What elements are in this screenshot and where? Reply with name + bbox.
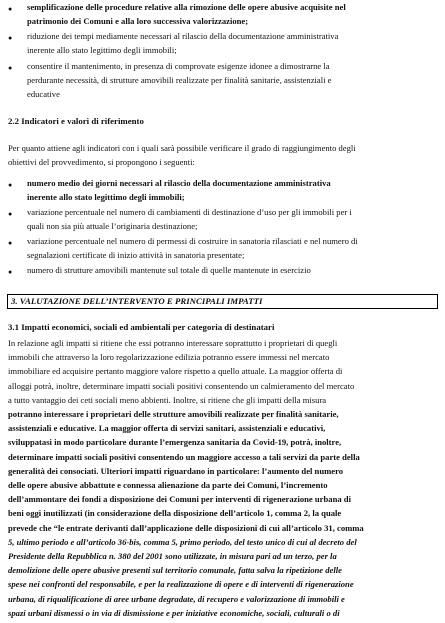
bullet-marker: ● <box>8 5 13 13</box>
bullet-marker: ● <box>8 268 13 276</box>
bullet-text: semplificazione delle procedure relative alla rimozione delle opere abusive acquisite nel patrimonio dei Comuni e alla loro successiva valorizzazione; <box>27 2 346 27</box>
bullet-marker: ● <box>8 210 13 218</box>
bullet-text: variazione percentuale nel numero di permessi di costruire in sanatoria rilasciati e nel numero di segnalazioni certificate di inizio attività in sanatoria presentate; <box>27 236 358 261</box>
bullet-marker: ● <box>8 64 13 72</box>
section-heading-2-2: 2.2 Indicatori e valori di riferimento <box>8 116 144 126</box>
bullet-text: consentire il mantenimento, in presenza di comprovate esigenze idonee a dimostrarne la perdurante necessità, di strutture amovibili realizzate per finalità sanitarie, assistenziali e educative <box>27 61 332 100</box>
section-intro: Per quanto attiene agli indicatori con i quali sarà possibile verificare il grado di raggiungimento degli obiettivi del provvedimento, si propongono i seguenti: <box>8 143 356 168</box>
bullet-marker: ● <box>8 181 13 189</box>
bullet-marker: ● <box>8 34 13 42</box>
section-3-title: 3. VALUTAZIONE DELL’INTERVENTO E PRINCIPALI IMPATTI <box>11 296 263 306</box>
bullet-marker: ● <box>8 239 13 247</box>
bullet-text: numero di strutture amovibili mantenute sul totale di quelle mantenute in esercizio <box>27 265 311 275</box>
bullet-text: riduzione dei tempi mediamente necessari al rilascio della documentazione amministrativa inerente allo stato legittimo degli immobili; <box>27 31 339 56</box>
bullet-text: numero medio dei giorni necessari al rilascio della documentazione amministrativa inerente allo stato legittimo degli immobili; <box>27 178 331 203</box>
bullet-text: variazione percentuale nel numero di cambiamenti di destinazione d’uso per gli immobili per i quali non sia più attuale l’originaria destinazione; <box>27 207 352 232</box>
impact-paragraph: In relazione agli impatti si ritiene che essi potranno interessare soprattutto i proprietari di quegli immobili che attraverso la loro regolarizzazione edilizia potranno essere immessi nel mercato immobiliare ed acquisire pertanto maggiore valore rispetto a quello attuale. La maggior offerta di alloggi potrà, inoltre, determinare impatti sociali positivi consentendo un calmieramento del mercato a tutto vantaggio dei ceti sociali meno abbienti. Inoltre, si ritiene che gli impatti della misura potranno interessare i proprietari delle strutture amovibili realizzate per finalità sanitarie, assistenziali e educative. La maggior offerta di servizi sanitari, assistenziali e educativi, sviluppatasi in modo particolare durante l’emergenza sanitaria da Covid-19, potrà, inoltre, determinare impatti sociali positivi consentendo un maggiore accesso a tali servizi da parte della generalità dei consociati. Ulteriori impatti riguardano in particolare: l’aumento del numero delle opere abusive abbattute e connessa alienazione da parte dei Comuni, l’incremento dell’ammontare dei fondi a disposizione dei Comuni per interventi di rigenerazione urbana di beni oggi inutilizzati (in considerazione della disposizione dell’articolo 1, comma 2, la quale prevede che “le entrate derivanti dall’applicazione delle disposizioni di cui all’articolo 31, comma 5, ultimo periodo e all’articolo 36-bis, comma 5, primo periodo, del testo unico di cui al decreto del Presidente della Repubblica n. 380 del 2001 sono utilizzate, in misura pari ad un terzo, per la demolizione delle opere abusive presenti sul territorio comunale, fatta salva la ripetizione delle spese nei confronti del responsabile, e per la realizzazione di opere e di interventi di rigenerazione urbana, di riqualificazione di aree urbane degradate, di recupero e valorizzazione di immobili e spazi urbani dismessi o in via di dismissione e per iniziative economiche, sociali, culturali o di <box>8 338 364 618</box>
section-heading-3-1: 3.1 Impatti economici, sociali ed ambientali per categoria di destinatari <box>8 322 275 332</box>
section-3-title-box <box>7 294 438 309</box>
